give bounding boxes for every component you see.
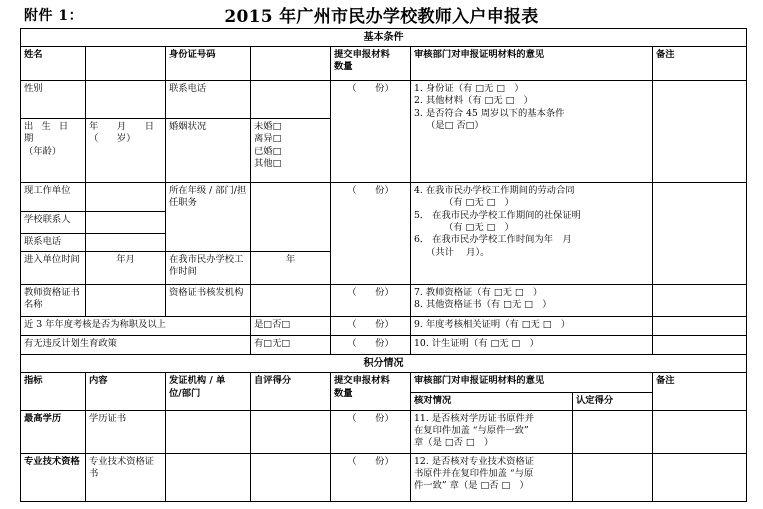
- gender-row: [21, 81, 747, 119]
- points-check-professional[interactable]: [411, 453, 573, 501]
- name-value-cell[interactable]: [86, 47, 166, 81]
- materials-qty-cell-4[interactable]: [331, 317, 411, 336]
- points-self-score-education[interactable]: [251, 410, 331, 453]
- materials-qty-value-5: （ 份）: [347, 338, 394, 350]
- points-self-score-professional[interactable]: [251, 453, 331, 501]
- opinion-6: 6． 在我市民办学校工作时间为年 月: [414, 234, 572, 246]
- name-label: 姓名: [21, 47, 86, 81]
- materials-qty-cell-2[interactable]: [331, 183, 411, 285]
- birthdate-label: [21, 119, 86, 183]
- private-school-time-value-cell[interactable]: 年: [251, 252, 331, 285]
- teacher-cert-label: 教师资格证书名称: [21, 285, 86, 317]
- join-time-value-cell[interactable]: 年月: [86, 252, 166, 285]
- school-phone-label: 联系电话: [21, 234, 86, 252]
- opinion-5: 5． 在我市民办学校工作期间的社保证明: [414, 209, 581, 221]
- materials-qty-cell-3[interactable]: [331, 285, 411, 317]
- points-section-title: 积分情况: [21, 355, 747, 373]
- points-content-header: 内容: [86, 373, 166, 410]
- points-issuer-header-line2: 位/部门: [169, 387, 201, 399]
- marital-option-divorced[interactable]: 离异□: [254, 133, 282, 145]
- contact-phone-value-cell[interactable]: [251, 81, 331, 119]
- attachment-label: 附件 1：: [24, 8, 84, 24]
- work-unit-value-cell[interactable]: [86, 183, 166, 212]
- join-time-label: 进入单位时间: [21, 252, 86, 285]
- points-self-score-header: 自评得分: [251, 373, 331, 410]
- opinion-2: 2. 其他材料（有 □无 □ ）: [414, 95, 533, 107]
- family-policy-label: 有无违反计划生育政策: [21, 336, 251, 355]
- points-issuer-education[interactable]: [166, 410, 251, 453]
- points-review-opinion-header: 审核部门对申报证明材料的意见: [411, 373, 653, 393]
- remarks-cell-3[interactable]: [653, 285, 747, 317]
- opinion-3-options: （是□ 否□）: [426, 119, 484, 131]
- marital-status-options-cell[interactable]: [251, 119, 331, 183]
- opinion-1: 1. 身份证（有 □无 □ ）: [414, 83, 524, 95]
- school-phone-value-cell[interactable]: [86, 234, 166, 252]
- opinion-8: 8. 其他资格证书（有 □无 □ ）: [414, 299, 552, 311]
- birthdate-label-line2: （年龄）: [24, 145, 62, 157]
- birthdate-label-line1: 出 生 日 期: [24, 121, 71, 145]
- id-number-label: 身份证号码: [166, 47, 251, 81]
- basic-column-header-row: [21, 47, 747, 81]
- work-unit-row: [21, 183, 747, 212]
- form-table-container: [20, 28, 746, 502]
- opinion-4: 4. 在我市民办学校工作期间的劳动合同: [414, 185, 575, 197]
- remarks-header: 备注: [653, 47, 747, 81]
- materials-qty-value-2: （ 份）: [347, 185, 394, 197]
- marital-status-label: 婚姻状况: [166, 119, 251, 183]
- points-column-header-row-1: [21, 373, 747, 393]
- birthdate-value-line1: 年 月 日: [89, 121, 155, 133]
- points-row-education: [21, 410, 747, 453]
- opinion-11-line1: 11. 是否核对学历证书原件并: [414, 412, 535, 424]
- points-qty-header-line1: 提交申报材料: [334, 375, 390, 387]
- points-content-education: 学历证书: [86, 410, 166, 453]
- points-qty-education[interactable]: [331, 410, 411, 453]
- gender-label: 性别: [21, 81, 86, 119]
- marital-option-other[interactable]: 其他□: [254, 157, 282, 169]
- grade-dept-value-cell[interactable]: [251, 183, 331, 252]
- id-number-value-cell[interactable]: [251, 47, 331, 81]
- points-check-status-header: 核对情况: [411, 393, 573, 410]
- remarks-cell-4[interactable]: [653, 317, 747, 336]
- opinion-7: 7. 教师资格证（有 □无 □ ）: [414, 287, 543, 299]
- materials-qty-value-4: （ 份）: [347, 319, 394, 331]
- marital-option-married[interactable]: 已婚□: [254, 145, 282, 157]
- review-opinion-header: 审核部门对申报证明材料的意见: [411, 47, 653, 81]
- opinion-11-line3: 章（是 □否 □ ）: [414, 437, 494, 449]
- points-section-header-row: [21, 355, 747, 373]
- opinion-12-line1: 12. 是否核对专业技术资格证: [414, 455, 535, 467]
- opinion-10-cell[interactable]: 10. 计生证明（有 □无 □ ）: [411, 336, 653, 355]
- annual-review-label: 近 3 年年度考核是否为称职及以上: [21, 317, 251, 336]
- points-remarks-education[interactable]: [653, 410, 747, 453]
- work-unit-label: 现工作单位: [21, 183, 86, 212]
- basic-section-title: 基本条件: [21, 29, 747, 47]
- marital-option-unmarried[interactable]: 未婚□: [254, 121, 282, 133]
- materials-qty-header: [331, 47, 411, 81]
- family-policy-row: [21, 336, 747, 355]
- family-policy-options-cell[interactable]: 有□无□: [251, 336, 331, 355]
- page-header: [0, 0, 763, 28]
- materials-qty-cell-5[interactable]: [331, 336, 411, 355]
- opinion-12-line3: 件一致” 章（是 □否 □ ）: [414, 480, 529, 492]
- points-indicator-professional: 专业技术资格: [21, 453, 86, 501]
- points-materials-qty-header: [331, 373, 411, 410]
- materials-qty-value-3: （ 份）: [347, 287, 394, 299]
- remarks-cell-1[interactable]: [653, 81, 747, 183]
- remarks-cell-2[interactable]: [653, 183, 747, 285]
- opinion-9-cell[interactable]: 9. 年度考核相关证明（有 □无 □ ）: [411, 317, 653, 336]
- school-contact-label: 学校联系人: [21, 212, 86, 234]
- review-opinion-group-1[interactable]: [411, 81, 653, 183]
- materials-qty-header-line1: 提交申报材料: [334, 49, 390, 61]
- points-issuer-professional[interactable]: [166, 453, 251, 501]
- points-qty-professional[interactable]: [331, 453, 411, 501]
- teacher-cert-row: [21, 285, 747, 317]
- page-title: 2015 年广州市民办学校教师入户申报表: [224, 7, 539, 27]
- points-row-professional: [21, 453, 747, 501]
- opinion-4-options: （有 □无 □ ）: [444, 197, 514, 209]
- points-confirmed-score-professional[interactable]: [573, 453, 653, 501]
- review-opinion-group-2[interactable]: [411, 183, 653, 285]
- cert-issuer-value-cell[interactable]: [251, 285, 331, 317]
- opinion-12-line2: 书原件并在复印件加盖 “与原: [414, 467, 534, 479]
- points-qty-value-education: （ 份）: [347, 412, 394, 424]
- annual-review-row: [21, 317, 747, 336]
- opinion-3: 3. 是否符合 45 周岁以下的基本条件: [414, 107, 565, 119]
- opinion-6-total: （共计 月）。: [426, 246, 490, 258]
- contact-phone-label: 联系电话: [166, 81, 251, 119]
- points-confirmed-score-education[interactable]: [573, 410, 653, 453]
- private-school-time-label: 在我市民办学校工作时间: [166, 252, 251, 285]
- school-contact-value-cell[interactable]: [86, 212, 166, 234]
- birthdate-value-line2: （ 岁）: [89, 133, 136, 145]
- teacher-cert-value-cell[interactable]: [86, 285, 166, 317]
- materials-qty-value-1: （ 份）: [347, 83, 394, 95]
- materials-qty-header-line2: 数量: [334, 61, 353, 73]
- points-confirmed-score-header: 认定得分: [573, 393, 653, 410]
- points-issuer-header-line1: 发证机构 / 单: [169, 375, 226, 387]
- remarks-cell-5[interactable]: [653, 336, 747, 355]
- birthdate-value-cell[interactable]: [86, 119, 166, 183]
- cert-issuer-label: 资格证书核发机构: [166, 285, 251, 317]
- points-content-professional: 专业技术资格证书: [86, 453, 166, 501]
- opinion-5-options: （有 □无 □ ）: [444, 221, 514, 233]
- gender-value-cell[interactable]: [86, 81, 166, 119]
- application-form-table: [20, 28, 747, 502]
- review-opinion-group-3[interactable]: [411, 285, 653, 317]
- annual-review-options-cell[interactable]: 是□否□: [251, 317, 331, 336]
- points-indicator-education: 最高学历: [21, 410, 86, 453]
- materials-qty-cell-1[interactable]: [331, 81, 411, 183]
- points-issuer-header: [166, 373, 251, 410]
- points-remarks-header: 备注: [653, 373, 747, 410]
- basic-section-header-row: [21, 29, 747, 47]
- points-check-education[interactable]: [411, 410, 573, 453]
- points-qty-value-professional: （ 份）: [347, 455, 394, 467]
- opinion-11-line2: 在复印件加盖 “与原件一致”: [414, 424, 529, 436]
- points-qty-header-line2: 数量: [334, 387, 353, 399]
- points-remarks-professional[interactable]: [653, 453, 747, 501]
- points-indicator-header: 指标: [21, 373, 86, 410]
- grade-dept-label: 所在年级 / 部门/担任职务: [166, 183, 251, 252]
